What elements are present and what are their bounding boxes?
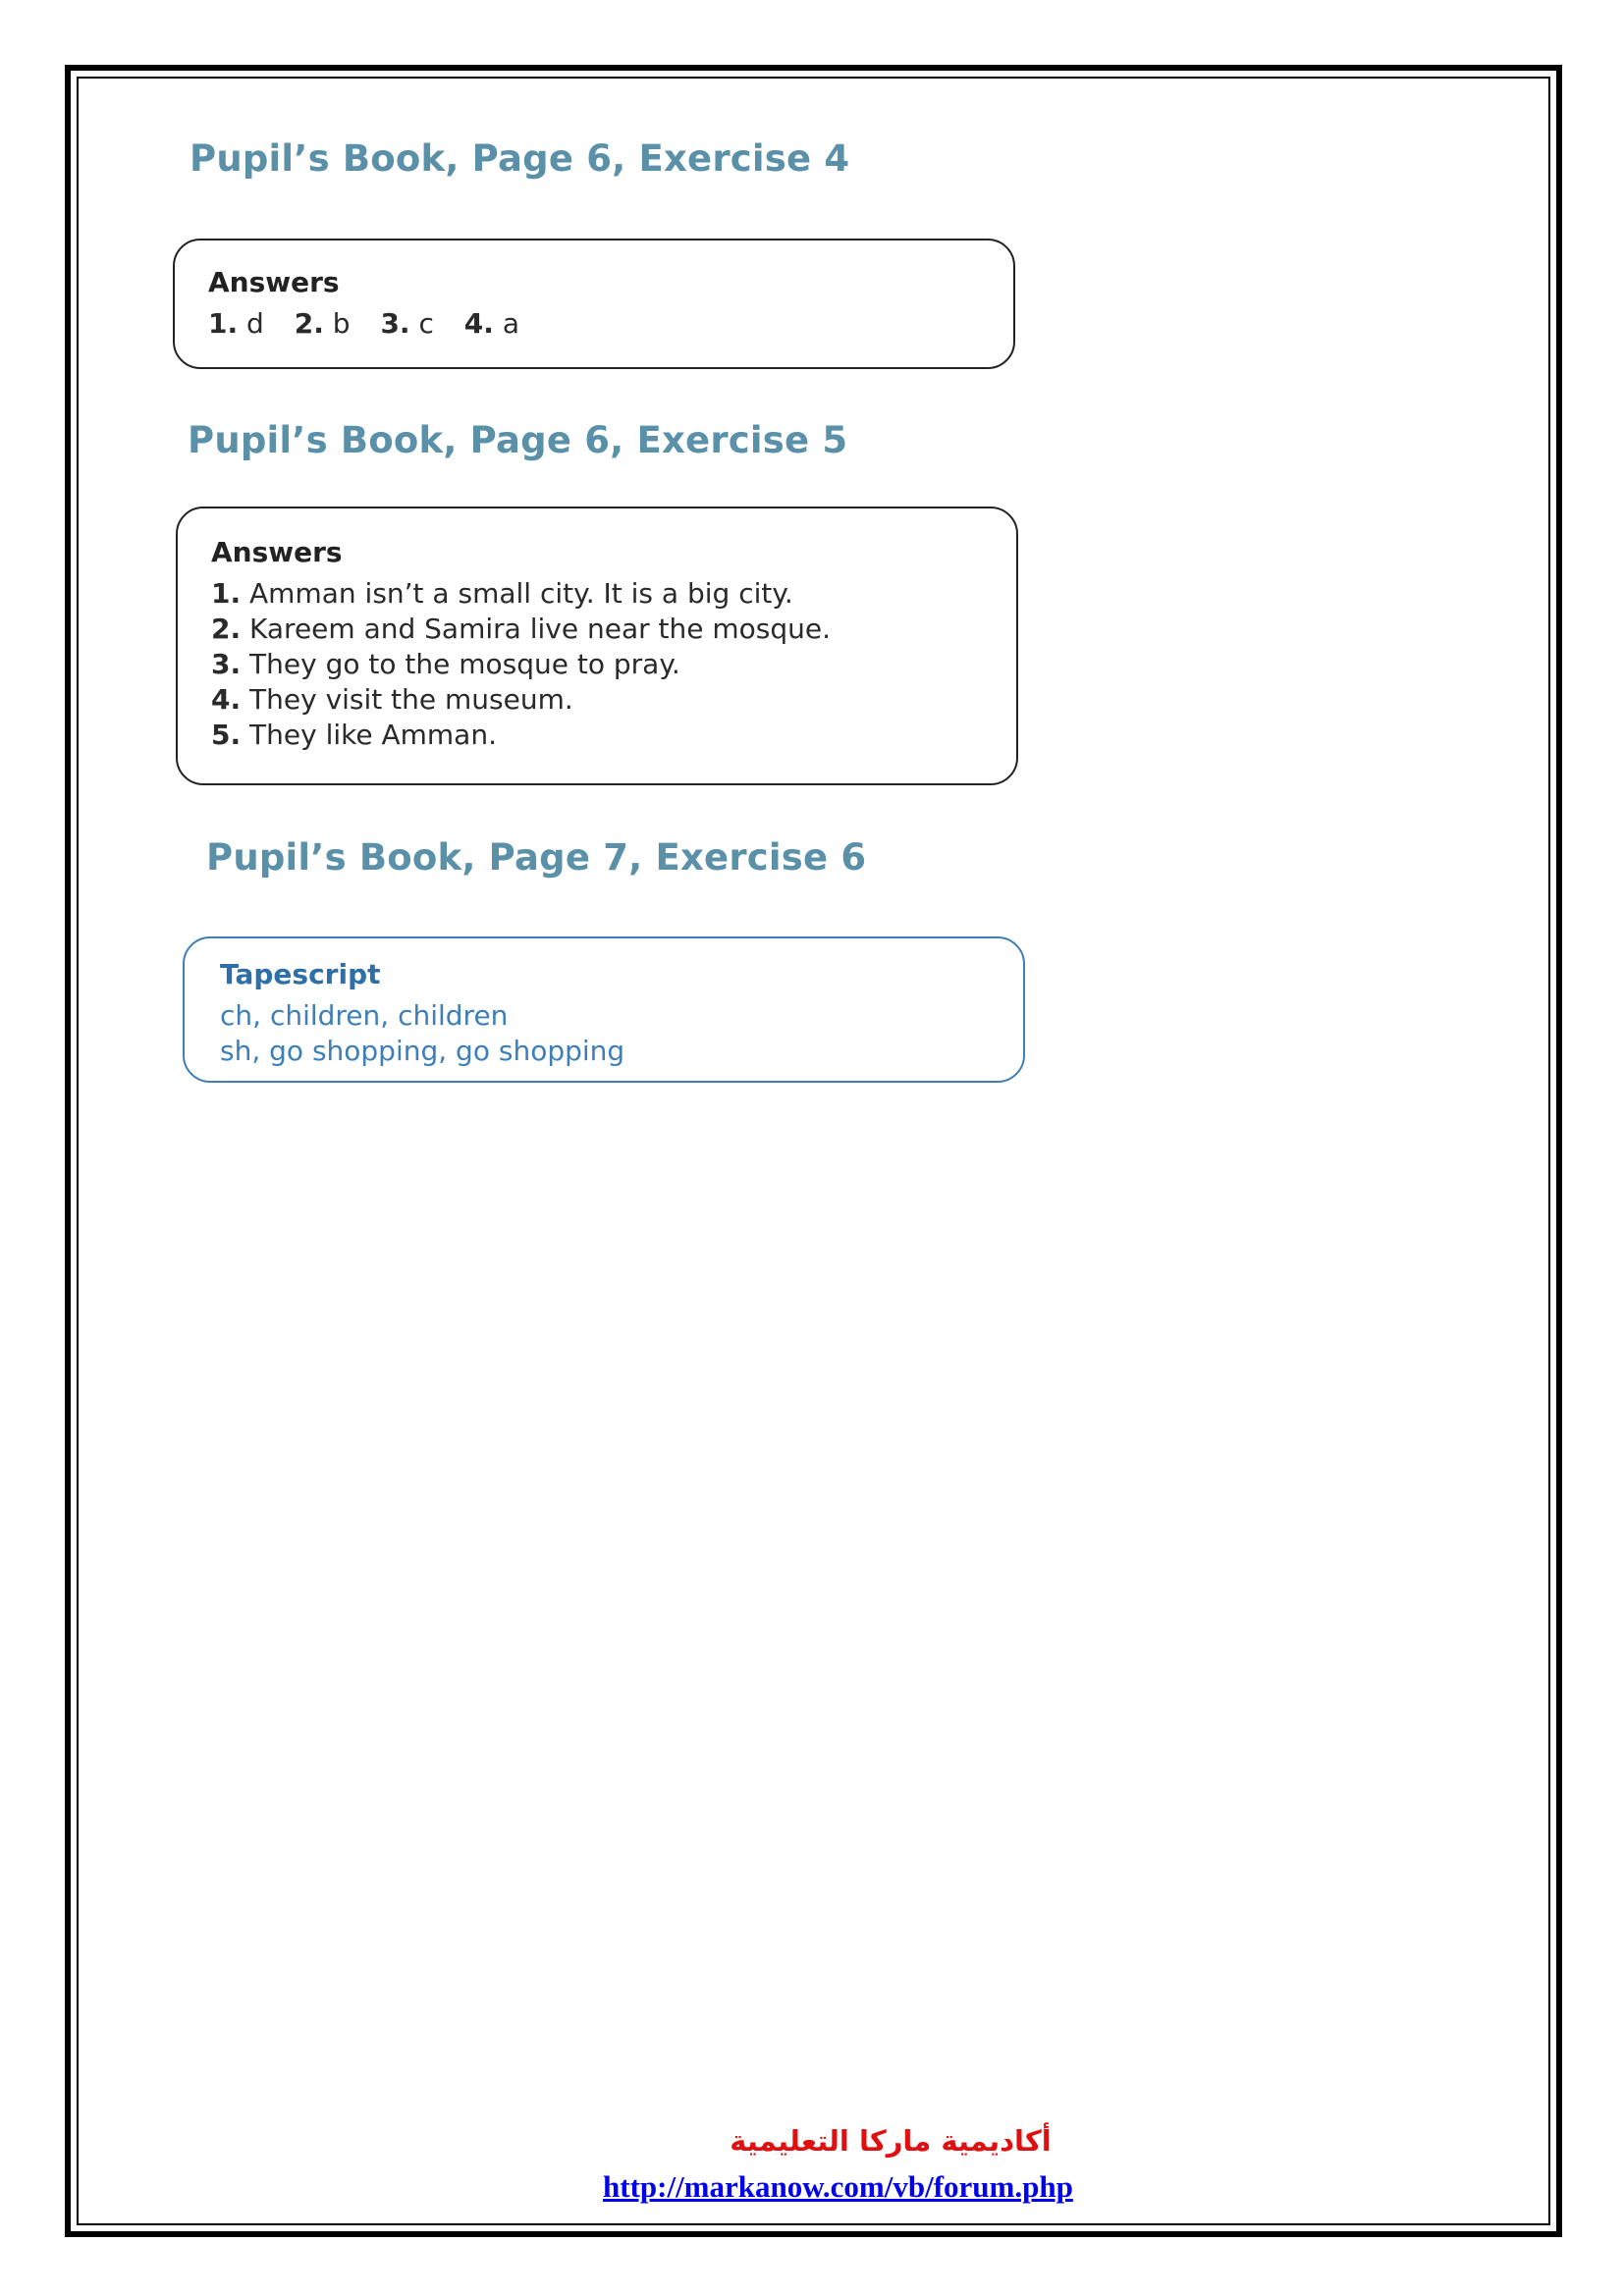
- answer-number: 1.: [208, 307, 239, 340]
- answer-number: 3.: [380, 307, 410, 340]
- section-heading-exercise-4: Pupil’s Book, Page 6, Exercise 4: [189, 137, 850, 180]
- answer-item: [211, 612, 1016, 647]
- answer-text: Amman isn’t a small city. It is a big city.: [249, 577, 793, 610]
- page-border-inner: [77, 77, 1550, 2225]
- tapescript-line: ch, children, children: [220, 999, 509, 1032]
- answer-text: They like Amman.: [249, 719, 497, 751]
- answer-item: [211, 647, 1016, 682]
- tapescript-box-exercise-6: [183, 936, 1025, 1083]
- answer-item: [211, 682, 1016, 718]
- answer-number: 2.: [211, 613, 242, 645]
- answers-title: Answers: [211, 536, 343, 568]
- answer-number: 4.: [463, 307, 494, 340]
- answer-text: a: [502, 307, 519, 340]
- answer-number: 2.: [294, 307, 324, 340]
- answers-box-exercise-5: [176, 507, 1018, 785]
- answer-text: b: [332, 307, 351, 340]
- answer-text: d: [246, 307, 264, 340]
- answer-number: 4.: [211, 683, 242, 716]
- tapescript-title: Tapescript: [220, 958, 381, 990]
- section-heading-exercise-5: Pupil’s Book, Page 6, Exercise 5: [188, 419, 848, 461]
- tapescript-line: sh, go shopping, go shopping: [220, 1035, 625, 1067]
- answer-text: They go to the mosque to pray.: [249, 648, 680, 680]
- answer-number: 5.: [211, 719, 242, 751]
- answer-number: 3.: [211, 648, 242, 680]
- section-heading-exercise-6: Pupil’s Book, Page 7, Exercise 6: [206, 836, 867, 879]
- answer-item: [211, 576, 1016, 612]
- answer-item: [211, 718, 1016, 753]
- footer-academy-name: أكاديمية ماركا التعليمية: [730, 2124, 1052, 2158]
- answer-number: 1.: [211, 577, 242, 610]
- answers-line: [208, 306, 1013, 342]
- answers-title: Answers: [208, 266, 340, 298]
- footer-forum-link[interactable]: http://markanow.com/vb/forum.php: [603, 2169, 1073, 2204]
- answers-box-exercise-4: [173, 239, 1015, 369]
- answer-text: Kareem and Samira live near the mosque.: [249, 613, 832, 645]
- answer-text: c: [418, 307, 434, 340]
- answer-text: They visit the museum.: [249, 683, 573, 716]
